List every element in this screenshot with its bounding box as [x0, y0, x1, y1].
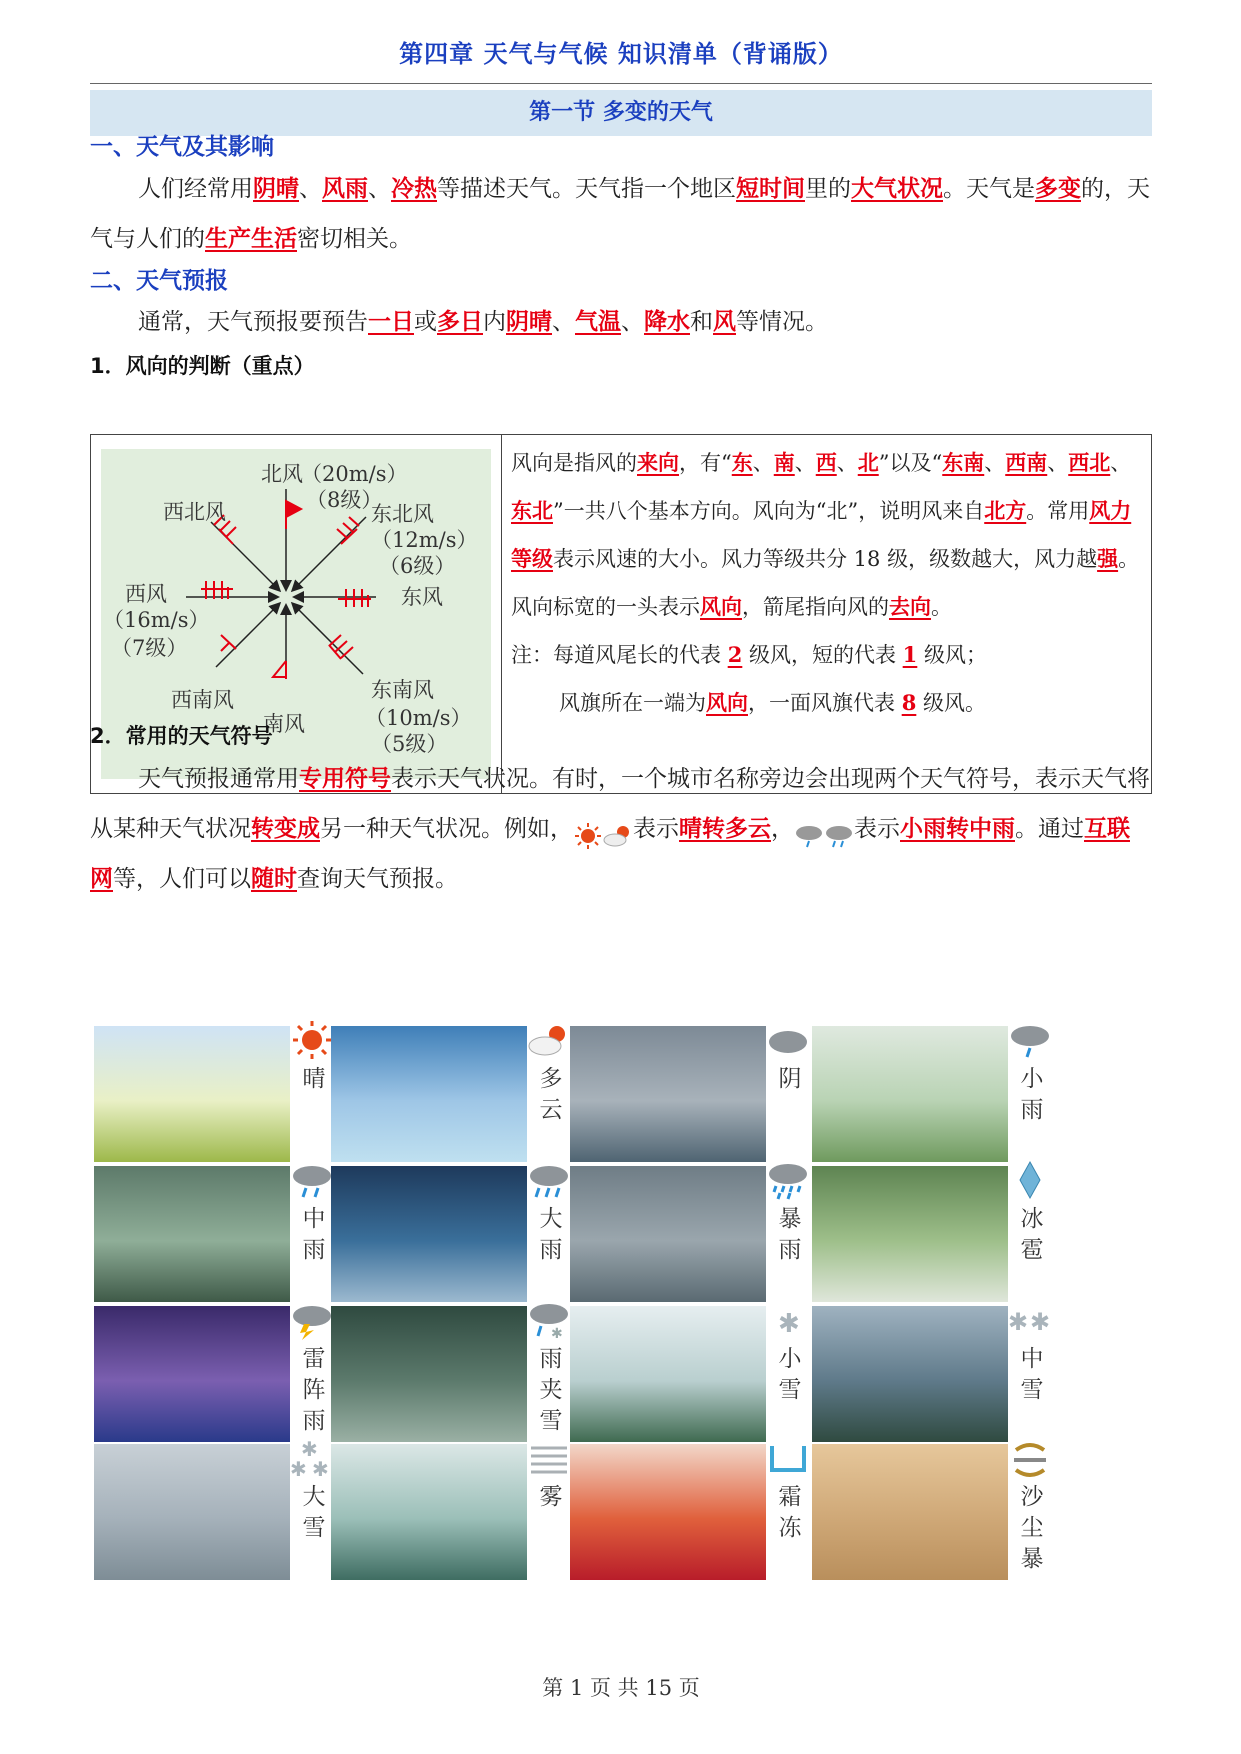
- weather-card: [566, 1020, 826, 1168]
- text-run: 。天气是: [943, 176, 1035, 202]
- weather-card: [327, 1160, 587, 1308]
- wind-text-line: [511, 679, 1147, 727]
- key-term: 晴转多云: [679, 815, 771, 842]
- text-run: 注：每道风尾长的代表: [511, 643, 728, 667]
- symbols-text-b: [633, 816, 794, 842]
- rose-label-west-level: （7级）: [111, 636, 188, 660]
- weather-label: 雾: [539, 1484, 563, 1510]
- svg-text:✱: ✱: [301, 1438, 318, 1461]
- weather-photo: [94, 1166, 290, 1302]
- heading-weather-impact: 一、天气及其影响: [90, 134, 274, 160]
- svg-text:✱: ✱: [290, 1457, 307, 1478]
- text-run: 、: [552, 309, 575, 335]
- weather-card: [327, 1300, 587, 1448]
- svg-text:✱: ✱: [1030, 1308, 1051, 1336]
- heavy-rain-icon: [527, 1160, 571, 1200]
- rose-label-northwest: 西北风: [163, 500, 226, 524]
- text-run: 。: [1118, 547, 1140, 571]
- text-run: 或: [414, 309, 437, 335]
- text-run: ”以及“: [878, 451, 943, 475]
- page-title: 第四章 天气与气候 知识清单（背诵版）: [399, 40, 843, 68]
- weather-label: 暴 雨: [778, 1206, 802, 1263]
- weather-label: 晴: [302, 1066, 326, 1092]
- text-run: 、: [984, 451, 1006, 475]
- weather-card: [808, 1300, 1068, 1448]
- text-run: ，: [771, 816, 794, 842]
- text-run: 。通过: [1015, 816, 1084, 842]
- key-term: 冷热: [391, 175, 437, 202]
- weather-photo: [331, 1026, 527, 1162]
- text-run: 风向标宽的一头表示: [511, 595, 700, 619]
- key-term: 互联网: [90, 815, 1130, 892]
- weather-photo: [812, 1166, 1008, 1302]
- text-run: ，有“: [679, 451, 732, 475]
- weather-label: 冰 雹: [1020, 1206, 1044, 1263]
- rose-label-northeast: 东北风: [371, 502, 434, 526]
- text-run: 、: [1047, 451, 1069, 475]
- key-term: 北方: [984, 498, 1027, 523]
- rose-label-southeast: 东南风: [371, 678, 434, 702]
- weather-label: 大 雪: [302, 1484, 326, 1541]
- weather-photo: [94, 1306, 290, 1442]
- rose-label-south: 南风: [263, 712, 305, 736]
- text-run: 内: [483, 309, 506, 335]
- rose-label-northeast-speed: （12m/s）: [371, 528, 478, 552]
- rose-label-southeast-speed: （10m/s）: [365, 706, 472, 730]
- key-term: 风向: [706, 690, 748, 715]
- rainstorm-icon: [766, 1160, 810, 1200]
- weather-photo: [331, 1444, 527, 1580]
- sandstorm-icon: [1008, 1438, 1052, 1478]
- weather-label: 雨 夹 雪: [539, 1346, 563, 1434]
- text-run: 的，天气与人们的: [90, 176, 1150, 252]
- svg-text:✱: ✱: [778, 1309, 800, 1339]
- key-term: 小雨转中雨: [900, 815, 1015, 842]
- key-term: 风向: [700, 594, 742, 619]
- text-run: 通常，天气预报要预告: [138, 309, 368, 335]
- weather-photo: [812, 1026, 1008, 1162]
- section-title: 第一节 多变的天气: [90, 90, 1152, 136]
- text-run: 表示: [633, 816, 679, 842]
- weather-card: [566, 1160, 826, 1308]
- hail-icon: [1008, 1160, 1052, 1200]
- weather-card: [327, 1438, 587, 1586]
- text-run: 、: [752, 451, 774, 475]
- weather-label: 雷 阵 雨: [302, 1346, 326, 1434]
- key-term: 短时间: [736, 175, 805, 202]
- key-term: 西南: [1005, 450, 1048, 475]
- key-term: 西北: [1068, 450, 1111, 475]
- key-term: 来向: [637, 450, 679, 475]
- key-term: 转变成: [251, 815, 320, 842]
- key-term: 风力等级: [511, 498, 1132, 571]
- key-term: 西: [815, 450, 837, 475]
- southeast-arrow: [293, 604, 363, 674]
- paragraph-weather-symbols: [90, 754, 1152, 904]
- text-run: 、: [794, 451, 816, 475]
- weather-photo: [331, 1166, 527, 1302]
- text-run: 天气预报通常用: [138, 766, 299, 792]
- text-run: 、: [368, 176, 391, 202]
- weather-label: 霜 冻: [778, 1484, 802, 1541]
- rose-label-north-speed: （20m/s）: [301, 462, 408, 486]
- weather-label: 小 雨: [1020, 1066, 1044, 1123]
- partly-cloudy-icon: [527, 1020, 571, 1060]
- sun-icon: [573, 817, 603, 843]
- text-run: 。: [931, 595, 952, 619]
- text-run: 风旗所在一端为: [559, 691, 706, 715]
- partly-cloudy-icon: [603, 817, 633, 843]
- heading-weather-forecast: 二、天气预报: [90, 268, 228, 294]
- weather-label: 阴: [778, 1066, 802, 1092]
- weather-photo: [812, 1306, 1008, 1442]
- text-run: 、: [621, 309, 644, 335]
- text-run: ”一共八个基本方向。风向为“北”，说明风来自: [553, 499, 985, 523]
- key-term: 一日: [368, 308, 414, 335]
- weather-card: [566, 1300, 826, 1448]
- text-run: 另一种天气状况。例如，: [320, 816, 573, 842]
- key-term: 气温: [575, 308, 621, 335]
- text-run: ，一面风旗代表: [748, 691, 902, 715]
- svg-text:✱: ✱: [1008, 1308, 1029, 1336]
- weather-card: [808, 1438, 1068, 1586]
- rose-label-east: 东风: [401, 585, 443, 609]
- key-term: 8: [901, 690, 917, 715]
- text-run: 表示天气状况。有时，一个城市名称旁边会出现两个天气符号，表示天气将从某种天气状况: [90, 766, 1150, 842]
- frost-icon: [766, 1438, 810, 1478]
- text-run: 和: [690, 309, 713, 335]
- paragraph-weather-impact: [90, 164, 1152, 264]
- weather-card: [327, 1020, 587, 1168]
- key-term: 东南: [942, 450, 985, 475]
- key-term: 降水: [644, 308, 690, 335]
- weather-label: 中 雨: [302, 1206, 326, 1263]
- wind-explanation: [511, 439, 1147, 727]
- page-footer: 第 1 页 共 15 页: [542, 1676, 700, 1700]
- text-run: 等，人们可以: [113, 866, 251, 892]
- text-run: 人们经常用: [138, 176, 253, 202]
- cloud-icon: [766, 1020, 810, 1060]
- svg-text:✱: ✱: [551, 1326, 563, 1340]
- text-run: 、: [299, 176, 322, 202]
- text-run: 级风；: [917, 643, 987, 667]
- weather-photo: [94, 1026, 290, 1162]
- weather-photo: [812, 1444, 1008, 1580]
- paragraph-weather-forecast: [90, 297, 1152, 347]
- northeast-arrow: [293, 517, 366, 590]
- weather-photo: [570, 1444, 766, 1580]
- key-term: 风: [713, 308, 736, 335]
- text-run: 、: [1110, 451, 1132, 475]
- text-run: 表示风速的大小。风力等级共分 18 级，级数越大，风力越: [553, 547, 1098, 571]
- fog-icon: [527, 1438, 571, 1478]
- moderate-rain-icon: [824, 817, 854, 843]
- text-run: 查询天气预报。: [297, 866, 458, 892]
- heading-wind-direction: 1．风向的判断（重点）: [90, 354, 315, 378]
- text-run: 里的: [805, 176, 851, 202]
- rose-label-southwest: 西南风: [171, 688, 234, 712]
- key-term: 东北: [511, 498, 553, 523]
- weather-card: [808, 1160, 1068, 1308]
- weather-photo: [570, 1306, 766, 1442]
- key-term: 多变: [1035, 175, 1081, 202]
- weather-card: [808, 1020, 1068, 1168]
- rose-label-southeast-level: （5级）: [371, 732, 448, 756]
- key-term: 阴晴: [506, 308, 552, 335]
- key-term: 大气状况: [851, 175, 943, 202]
- weather-label: 大 雨: [539, 1206, 563, 1263]
- text-run: 等描述天气。天气指一个地区: [437, 176, 736, 202]
- text-run: 、: [836, 451, 858, 475]
- wind-text-line: [511, 583, 1147, 631]
- text-run: 等情况。: [736, 309, 828, 335]
- weather-card: [566, 1438, 826, 1586]
- key-term: 随时: [251, 865, 297, 892]
- weather-photo: [570, 1026, 766, 1162]
- rose-label-northeast-level: （6级）: [379, 554, 456, 578]
- light-rain-icon: [794, 817, 824, 843]
- weather-label: 多 云: [539, 1066, 563, 1123]
- light-rain-icon: [1008, 1020, 1052, 1060]
- table-divider: [501, 435, 502, 793]
- heading-weather-symbols: 2．常用的天气符号: [90, 724, 273, 748]
- weather-card: [90, 1300, 350, 1448]
- text-run: ，箭尾指向风的: [742, 595, 889, 619]
- key-term: 多日: [437, 308, 483, 335]
- key-term: 1: [902, 642, 918, 667]
- weather-photo: [94, 1444, 290, 1580]
- rose-label-west-speed: （16m/s）: [103, 608, 210, 632]
- header-divider: [90, 83, 1152, 84]
- rose-label-north-level: （8级）: [306, 488, 383, 512]
- key-term: 专用符号: [299, 765, 391, 792]
- text-run: 。常用: [1026, 499, 1090, 523]
- light-snow-icon: [766, 1300, 810, 1340]
- key-term: 2: [727, 642, 743, 667]
- sleet-icon: [527, 1300, 571, 1340]
- wind-text-line: [511, 631, 1147, 679]
- weather-photo: [331, 1306, 527, 1442]
- key-term: 东: [731, 450, 753, 475]
- text-run: 风向是指风的: [511, 451, 637, 475]
- key-term: 风雨: [322, 175, 368, 202]
- key-term: 去向: [889, 594, 931, 619]
- rose-label-north: 北风: [261, 462, 303, 486]
- svg-text:✱: ✱: [312, 1457, 329, 1478]
- text-run: 级风，短的代表: [742, 643, 903, 667]
- key-term: 强: [1097, 546, 1119, 571]
- key-term: 南: [773, 450, 795, 475]
- text-run: 级风。: [916, 691, 986, 715]
- rose-label-west: 西风: [125, 582, 167, 606]
- weather-card: [90, 1160, 350, 1308]
- key-term: 阴晴: [253, 175, 299, 202]
- southwest-arrow: [216, 604, 279, 667]
- key-term: 北: [857, 450, 879, 475]
- weather-card: [90, 1438, 350, 1586]
- weather-label: 中 雪: [1020, 1346, 1044, 1403]
- weather-card: [90, 1020, 350, 1168]
- wind-text-line: [511, 439, 1147, 583]
- key-term: 生产生活: [205, 225, 297, 252]
- text-run: 表示: [854, 816, 900, 842]
- weather-label: 小 雪: [778, 1346, 802, 1403]
- moderate-snow-icon: [1008, 1300, 1052, 1340]
- weather-photo: [570, 1166, 766, 1302]
- weather-label: 沙 尘 暴: [1020, 1484, 1044, 1572]
- text-run: 密切相关。: [297, 226, 412, 252]
